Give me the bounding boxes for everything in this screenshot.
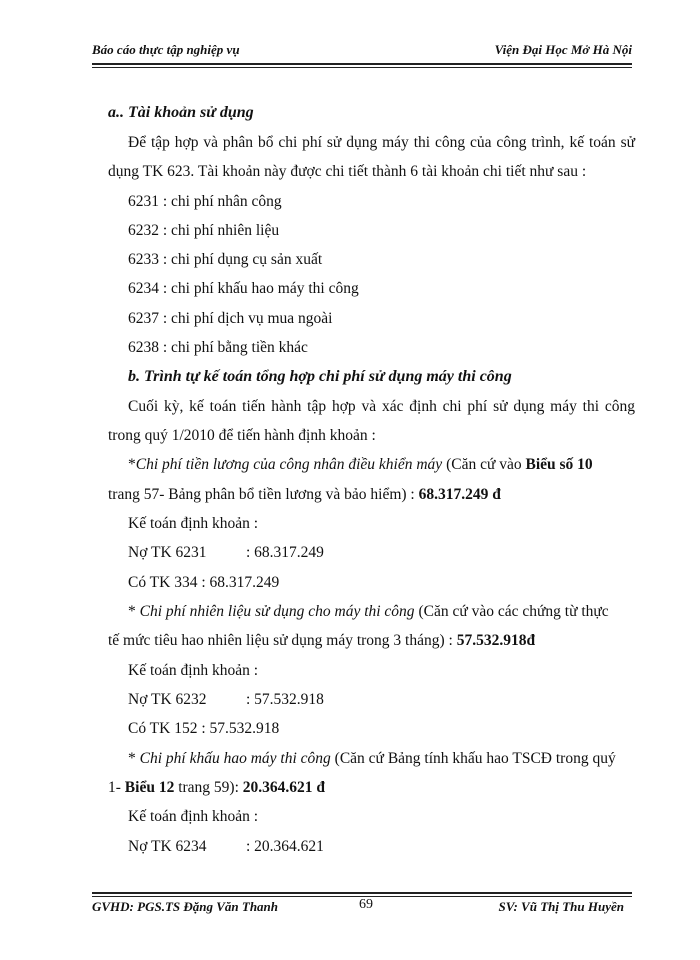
item-2-line-2: [108, 631, 635, 651]
item-2-normal: (Căn cứ vào các chứng từ thực: [414, 603, 609, 620]
item-1-no-value: : 68.317.249: [246, 544, 324, 561]
item-2-no-value: : 57.532.918: [246, 691, 324, 708]
item-1-line-2-normal: trang 57- Bảng phân bổ tiền lương và bảo hiểm) :: [108, 486, 419, 503]
item-1-amount: 68.317.249 đ: [418, 486, 501, 503]
heading-a: a.. Tài khoản sử dụng: [108, 104, 254, 121]
item-3-line-2: [108, 778, 635, 798]
footer-rule: [92, 892, 632, 894]
heading-b: b. Trình tự kế toán tổng hợp chi phí sử dụng máy thi công: [128, 368, 512, 385]
item-1-no-label: Nợ TK 6231: [128, 544, 207, 561]
account-6238: 6238 : chi phí bằng tiền khác: [128, 339, 308, 356]
item-3-dk-label: Kế toán định khoản :: [128, 808, 259, 825]
item-3-line-2-normal: 1-: [108, 779, 125, 796]
footer-right: SV: Vũ Thị Thu Huyền: [498, 899, 624, 914]
page-header: [92, 42, 632, 58]
header-left: Báo cáo thực tập nghiệp vụ: [92, 42, 240, 57]
header-rule-thin: [92, 67, 632, 68]
item-2-amount: 57.532.918đ: [456, 632, 536, 649]
account-6234: 6234 : chi phí khấu hao máy thi công: [128, 280, 359, 297]
item-2-dk-label: Kế toán định khoản :: [128, 662, 259, 679]
account-6237: 6237 : chi phí dịch vụ mua ngoài: [128, 310, 333, 327]
item-2-line-1: [128, 602, 655, 622]
item-2-line-2-normal: tế mức tiêu hao nhiên liệu sử dụng máy trong 3 tháng) :: [108, 632, 457, 649]
item-3-no-label: Nợ TK 6234: [128, 838, 207, 855]
item-3-normal: (Căn cứ Bảng tính khấu hao TSCĐ trong quý: [330, 750, 616, 767]
item-1-normal: (Căn cứ vào: [442, 456, 526, 473]
paragraph-1-line-2: dụng TK 623. Tài khoản này được chi tiết thành 6 tài khoản chi tiết như sau :: [108, 163, 587, 180]
item-3-bieu: Biểu 12: [124, 779, 175, 796]
item-2-co: Có TK 152 : 57.532.918: [128, 720, 280, 737]
page-number: 69: [359, 897, 373, 912]
item-3-no-value: : 20.364.621: [246, 838, 324, 855]
item-2-italic: Chi phí nhiên liệu sử dụng cho máy thi công: [139, 603, 415, 620]
footer-left: GVHD: PGS.TS Đặng Văn Thanh: [92, 899, 279, 914]
paragraph-1-line-1: Để tập hợp và phân bổ chi phí sử dụng máy thi công của công trình, kế toán sử: [128, 134, 635, 151]
item-2-star: *: [128, 603, 140, 620]
item-1-no: [128, 543, 655, 563]
paragraph-2-line-2: trong quý 1/2010 để tiến hành định khoản :: [108, 427, 376, 444]
item-1-line-2: [108, 485, 635, 505]
item-3-italic: Chi phí khấu hao máy thi công: [139, 750, 331, 767]
item-3-line-2-normal-2: trang 59):: [174, 779, 243, 796]
account-6232: 6232 : chi phí nhiên liệu: [128, 222, 280, 239]
item-1-co: Có TK 334 : 68.317.249: [128, 574, 280, 591]
item-2-no-label: Nợ TK 6232: [128, 691, 207, 708]
item-3-no: [128, 837, 655, 857]
item-3-star: *: [128, 750, 140, 767]
account-6233: 6233 : chi phí dụng cụ sản xuất: [128, 251, 323, 268]
header-rule: [92, 63, 632, 65]
paragraph-2-line-1: Cuối kỳ, kế toán tiến hành tập hợp và xác định chi phí sử dụng máy thi công: [128, 398, 635, 415]
item-1-line-1: [128, 455, 655, 475]
item-3-line-1: [128, 749, 655, 769]
account-6231: 6231 : chi phí nhân công: [128, 193, 282, 210]
item-1-star: *: [128, 456, 136, 473]
header-right: Viện Đại Học Mở Hà Nội: [494, 42, 632, 57]
item-1-bold: Biểu số 10: [525, 456, 593, 473]
item-1-dk-label: Kế toán định khoản :: [128, 515, 259, 532]
item-3-amount: 20.364.621 đ: [242, 779, 326, 796]
item-2-no: [128, 690, 655, 710]
item-1-italic: Chi phí tiền lương của công nhân điều khiển máy: [135, 456, 443, 473]
